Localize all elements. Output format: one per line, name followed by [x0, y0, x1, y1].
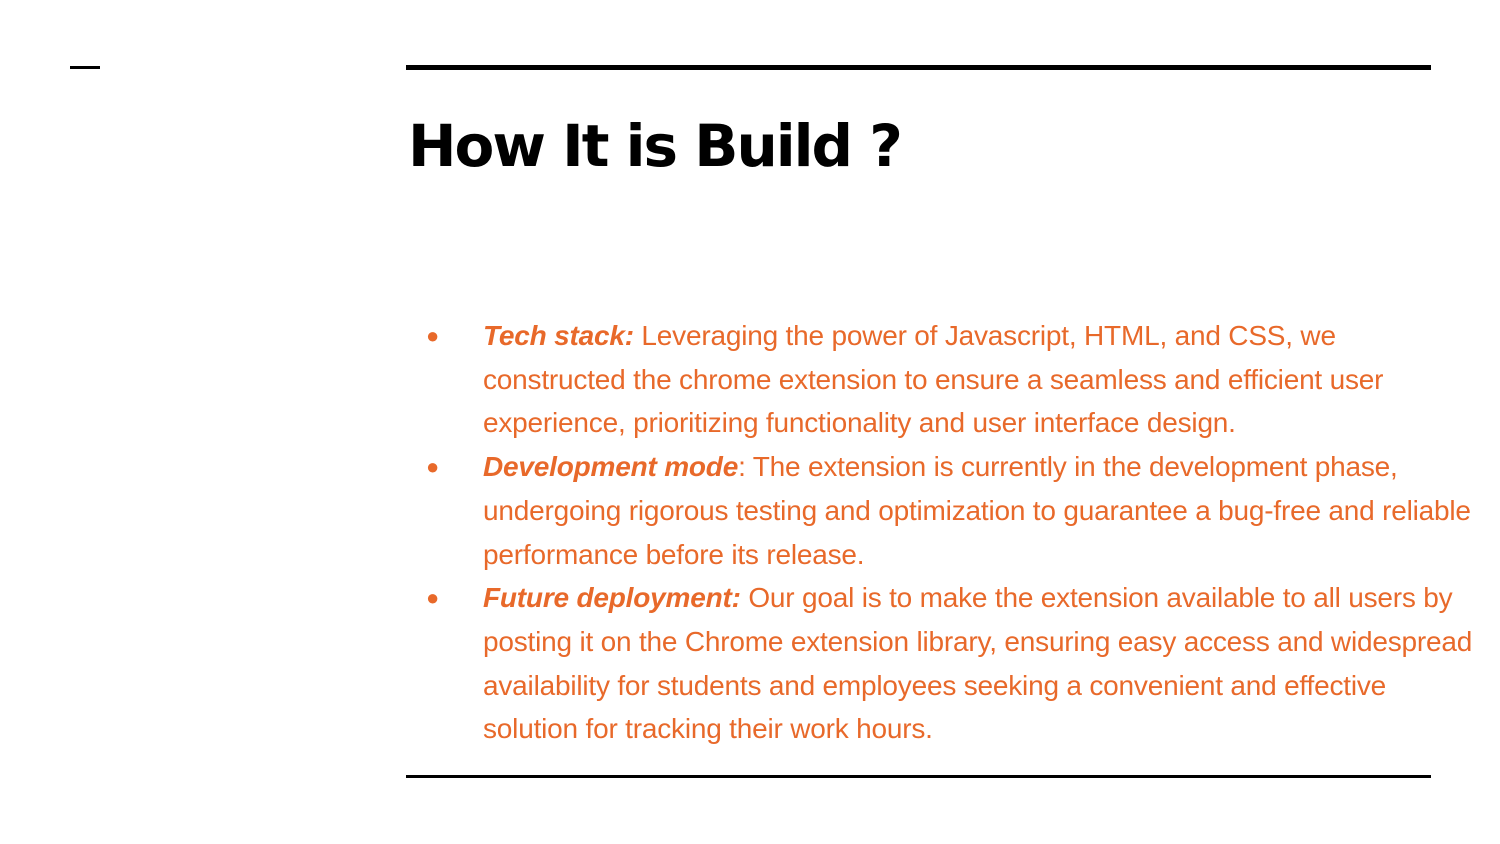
bullet-marker-icon: ● — [426, 454, 440, 480]
bullet-text: Our goal is to make the extension available to all users by posting it on the Chrome extension library, ensuring easy access and widespread availability for students and employees seeking a convenient and effective solution for tracking their work hours. — [483, 582, 1473, 745]
slide-title: How It is Build ? — [408, 112, 901, 180]
bullet-item-future-deployment — [426, 576, 1476, 751]
bullet-marker-icon: ● — [426, 323, 440, 348]
bullet-list — [426, 314, 1476, 751]
corner-dash-decoration — [70, 66, 100, 69]
bullet-item-tech-stack — [426, 314, 1476, 445]
bottom-rule-divider — [406, 775, 1431, 778]
bullet-item-development-mode — [426, 445, 1476, 576]
bullet-marker-icon: ● — [426, 585, 440, 611]
bullet-heading: Future deployment: — [483, 582, 741, 614]
bullet-text: Leveraging the power of Javascript, HTML, and CSS, we constructed the chrome extension to ensure a seamless and efficient user experience, prioritizing functionality and user interface design. — [483, 320, 1384, 439]
bullet-heading: Tech stack: — [483, 320, 634, 351]
top-rule-divider — [406, 65, 1431, 70]
bullet-heading: Development mode — [483, 451, 739, 483]
bullet-text: : The extension is currently in the development phase, undergoing rigorous testing and optimization to guarantee a bug-free and reliable performance before its release. — [483, 451, 1471, 570]
